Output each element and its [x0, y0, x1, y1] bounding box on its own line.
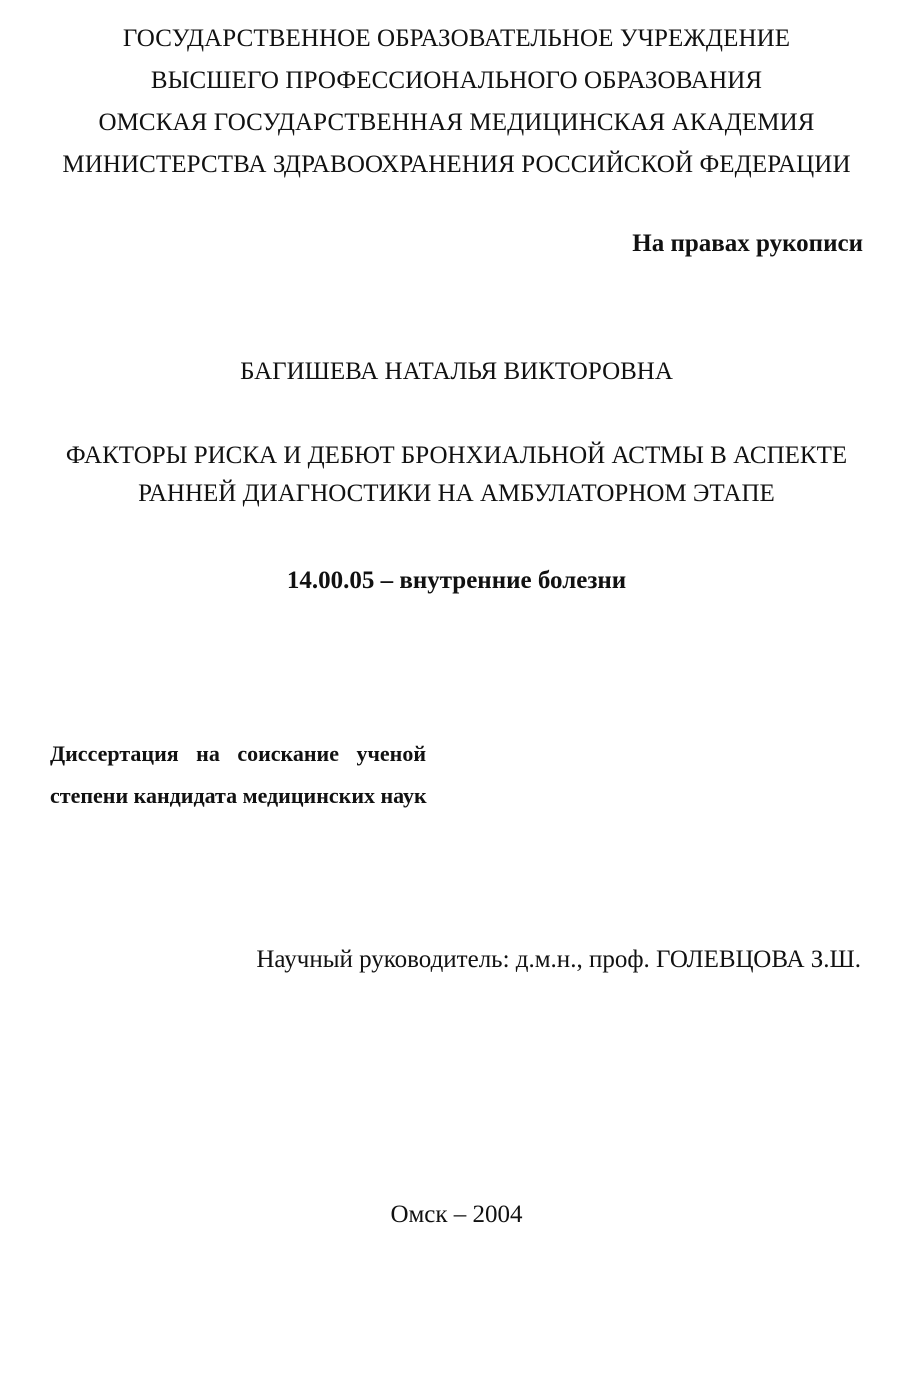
- scientific-supervisor: Научный руководитель: д.м.н., проф. ГОЛЕВЦОВА З.Ш.: [256, 946, 861, 973]
- institution-line-4: МИНИСТЕРСТВА ЗДРАВООХРАНЕНИЯ РОССИЙСКОЙ ФЕДЕРАЦИИ: [62, 151, 851, 178]
- dissertation-type: [50, 733, 450, 817]
- dissertation-title: [0, 437, 913, 513]
- title-line-2: РАННЕЙ ДИАГНОСТИКИ НА АМБУЛАТОРНОМ ЭТАПЕ: [138, 480, 775, 507]
- institution-line-2: ВЫСШЕГО ПРОФЕССИОНАЛЬНОГО ОБРАЗОВАНИЯ: [150, 67, 763, 94]
- dissertation-line-1: Диссертация на соискание ученой: [50, 741, 427, 766]
- dissertation-line-2: степени кандидата медицинских наук: [50, 783, 427, 808]
- place-year: Омск – 2004: [390, 1201, 523, 1228]
- specialty-code: 14.00.05 – внутренние болезни: [286, 567, 627, 594]
- manuscript-note: На правах рукописи: [632, 230, 863, 257]
- institution-line-1: ГОСУДАРСТВЕННОЕ ОБРАЗОВАТЕЛЬНОЕ УЧРЕЖДЕНИЕ: [122, 25, 791, 52]
- institution-line-3: ОМСКАЯ ГОСУДАРСТВЕННАЯ МЕДИЦИНСКАЯ АКАДЕМИЯ: [98, 109, 815, 136]
- institution-header: [0, 18, 913, 186]
- title-line-1: ФАКТОРЫ РИСКА И ДЕБЮТ БРОНХИАЛЬНОЙ АСТМЫ В АСПЕКТЕ: [65, 442, 848, 469]
- author-name: БАГИШЕВА НАТАЛЬЯ ВИКТОРОВНА: [240, 358, 673, 385]
